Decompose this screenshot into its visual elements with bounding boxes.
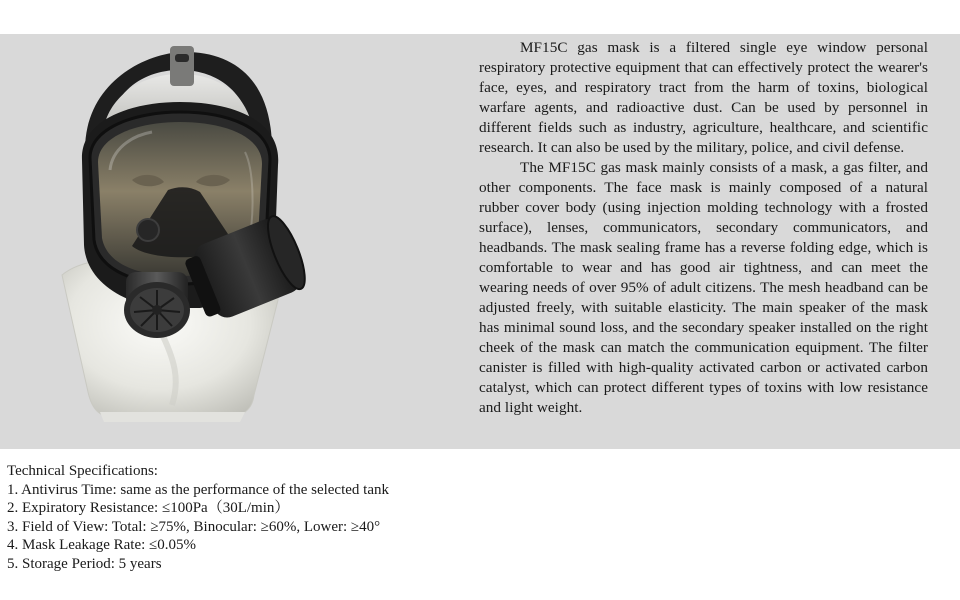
- spec-item-expiratory-resistance: 2. Expiratory Resistance: ≤100Pa（30L/min）: [7, 500, 290, 517]
- description-paragraph-1: MF15C gas mask is a filtered single eye window personal respiratory protective equipment that can effectively protect the wearer's face, eyes, and respiratory tract from the harm of toxins, biological warfare agents, and radioactive dust. Can be used by personnel in different fields such as industry, agriculture, healthcare, and scientific research. It can also be used by the military, police, and civil defense.: [479, 39, 928, 156]
- spec-item-leakage-rate: 4. Mask Leakage Rate: ≤0.05%: [7, 537, 197, 554]
- product-image: [40, 40, 320, 430]
- product-description: [479, 38, 928, 418]
- description-paragraph-2: The MF15C gas mask mainly consists of a mask, a gas filter, and other components. The face mask is mainly composed of a natural rubber cover body (using injection molding technology with a frosted surface), lenses, communicators, secondary communicators, and headbands. The mask sealing frame has a reverse folding edge, which is comfortable to wear and has good air tightness, and can meet the wearing needs of over 95% of adult citizens. The mesh headband can be adjusted freely, with suitable elasticity. The main speaker of the mask has minimal sound loss, and the secondary speaker installed on the right cheek of the mask can match the communication equipment. The filter canister is filled with high-quality activated carbon or activated carbon catalyst, which can protect different types of toxins with low resistance and light weight.: [479, 159, 928, 416]
- gas-mask-icon: [40, 40, 320, 430]
- specs-title: Technical Specifications:: [7, 463, 158, 479]
- spec-item-field-of-view: 3. Field of View: Total: ≥75%, Binocular: ≥60%, Lower: ≥40°: [7, 518, 381, 535]
- spec-item-storage-period: 5. Storage Period: 5 years: [7, 555, 162, 572]
- technical-specifications: [7, 462, 607, 574]
- spec-item-antivirus-time: 1. Antivirus Time: same as the performance of the selected tank: [7, 481, 389, 498]
